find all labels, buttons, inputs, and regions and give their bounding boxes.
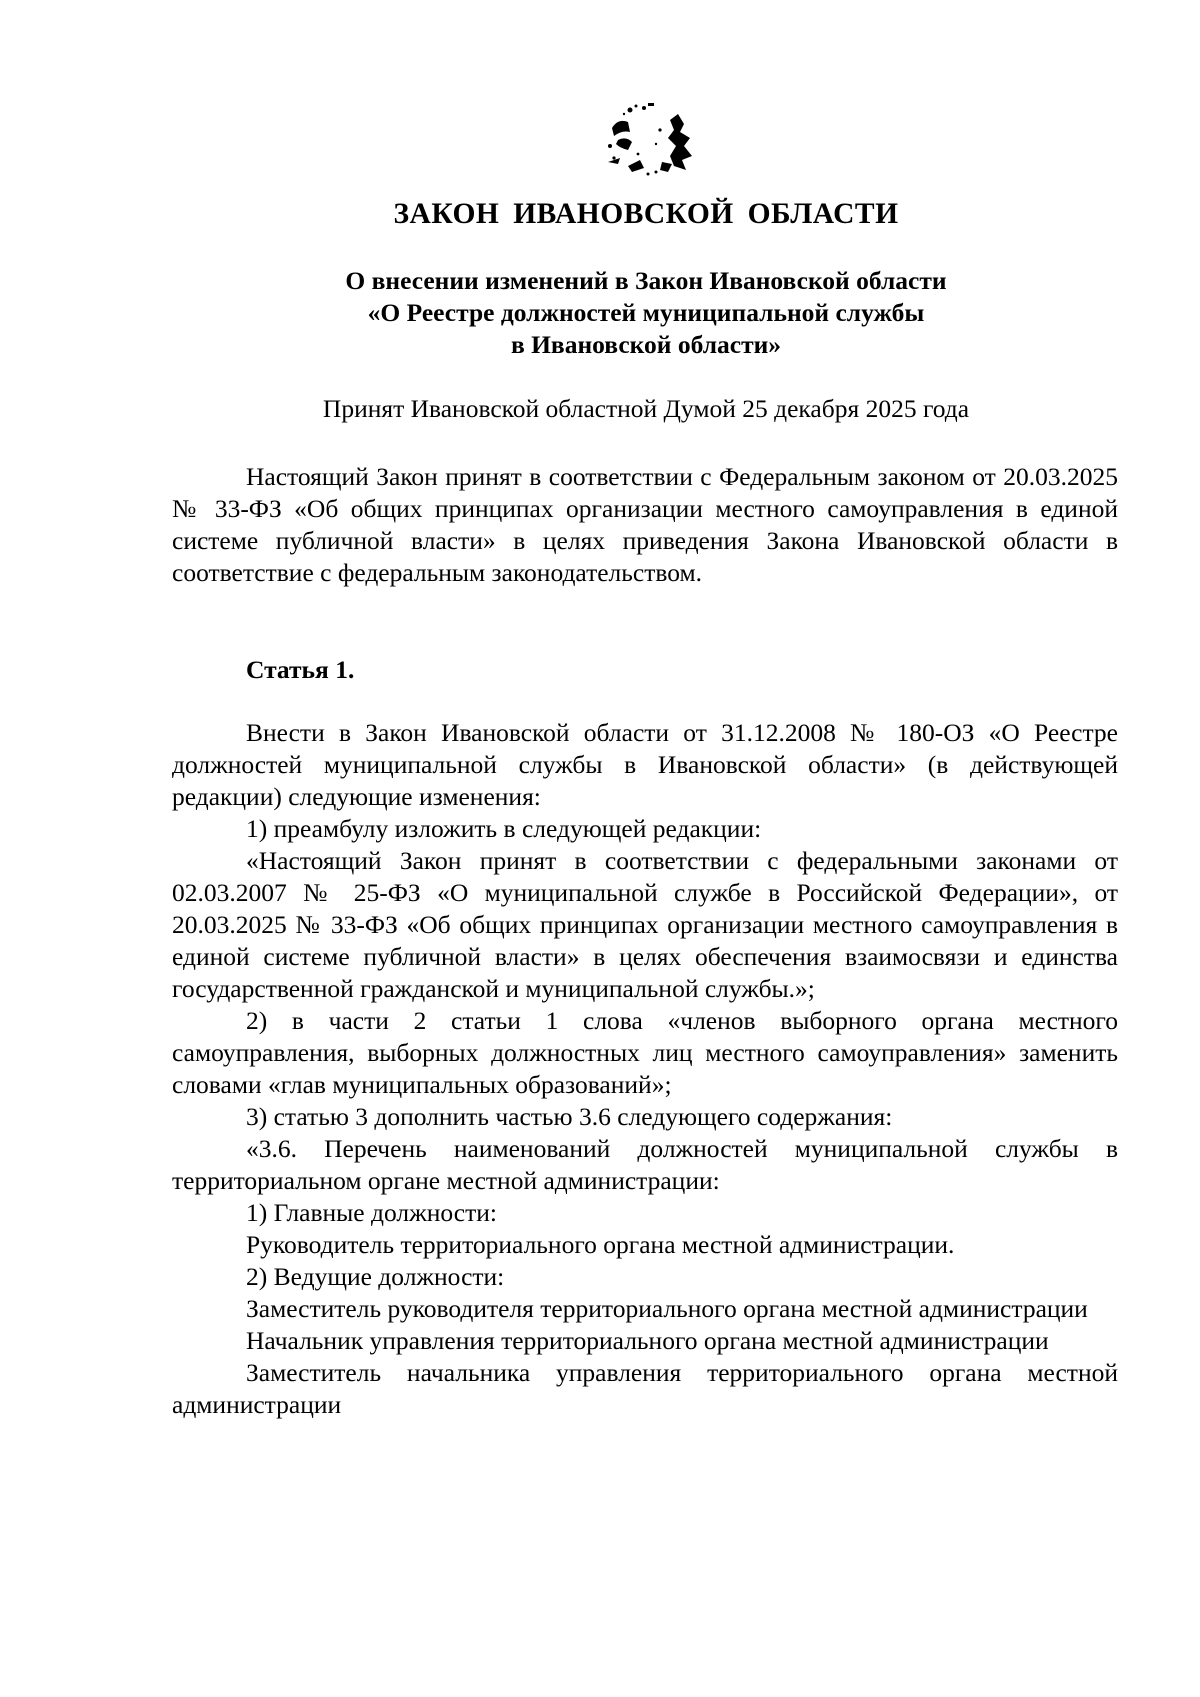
article-heading: Статья 1. (246, 655, 355, 684)
article-paragraph: 1) преамбулу изложить в следующей редакции: (246, 814, 762, 843)
law-subtitle (0, 265, 1200, 361)
adoption-statement: Принят Ивановской областной Думой 25 декабря 2025 года (322, 394, 970, 423)
preamble-paragraph: Настоящий Закон принят в соответствии с Федеральным законом от 20.03.2025 № 33-ФЗ «Об общих принципах организации местного самоуправления в единой системе публичной власти» в целях приведения Закона Ивановской области в соответствие с федеральным законодательством. (172, 462, 1118, 587)
subtitle-line: «О Реестре должностей муниципальной службы (367, 298, 925, 327)
article-paragraph: Внести в Закон Ивановской области от 31.12.2008 № 180-ОЗ «О Реестре должностей муниципальной службы в Ивановской области» (в действующей редакции) следующие изменения: (172, 718, 1118, 811)
article-paragraph: «Настоящий Закон принят в соответствии с федеральными законами от 02.03.2007 № 25-ФЗ «О муниципальной службе в Российской Федерации», от 20.03.2025 № 33-ФЗ «Об общих принципах организации местного самоуправления в единой системе публичной власти» в целях обеспечения взаимосвязи и единства государственной гражданской и муниципальной службы.»; (172, 846, 1118, 1003)
subtitle-line: О внесении изменений в Закон Ивановской области (345, 266, 947, 295)
article-paragraph: 2) Ведущие должности: (246, 1262, 505, 1291)
article-paragraph: 1) Главные должности: (246, 1198, 497, 1227)
subtitle-line: в Ивановской области» (510, 330, 782, 359)
article-paragraph: Руководитель территориального органа местной администрации. (246, 1230, 955, 1259)
preamble-block (172, 461, 1118, 589)
article-body (172, 717, 1118, 1421)
article-paragraph: 2) в части 2 статьи 1 слова «членов выборного органа местного самоуправления, выборных должностных лиц местного самоуправления» заменить словами «глав муниципальных образований»; (172, 1006, 1118, 1099)
article-paragraph: Заместитель начальника управления территориального органа местной администрации (172, 1358, 1118, 1419)
article-paragraph: Начальник управления территориального органа местной администрации (246, 1326, 1049, 1355)
article-paragraph: «3.6. Перечень наименований должностей муниципальной службы в территориальном органе местной администрации: (172, 1134, 1118, 1195)
law-title: ЗАКОН ИВАНОВСКОЙ ОБЛАСТИ (393, 198, 899, 230)
article-paragraph: Заместитель руководителя территориального органа местной администрации (246, 1294, 1088, 1323)
article-paragraph: 3) статью 3 дополнить частью 3.6 следующего содержания: (246, 1102, 893, 1131)
coat-of-arms-emblem-icon (600, 100, 700, 180)
